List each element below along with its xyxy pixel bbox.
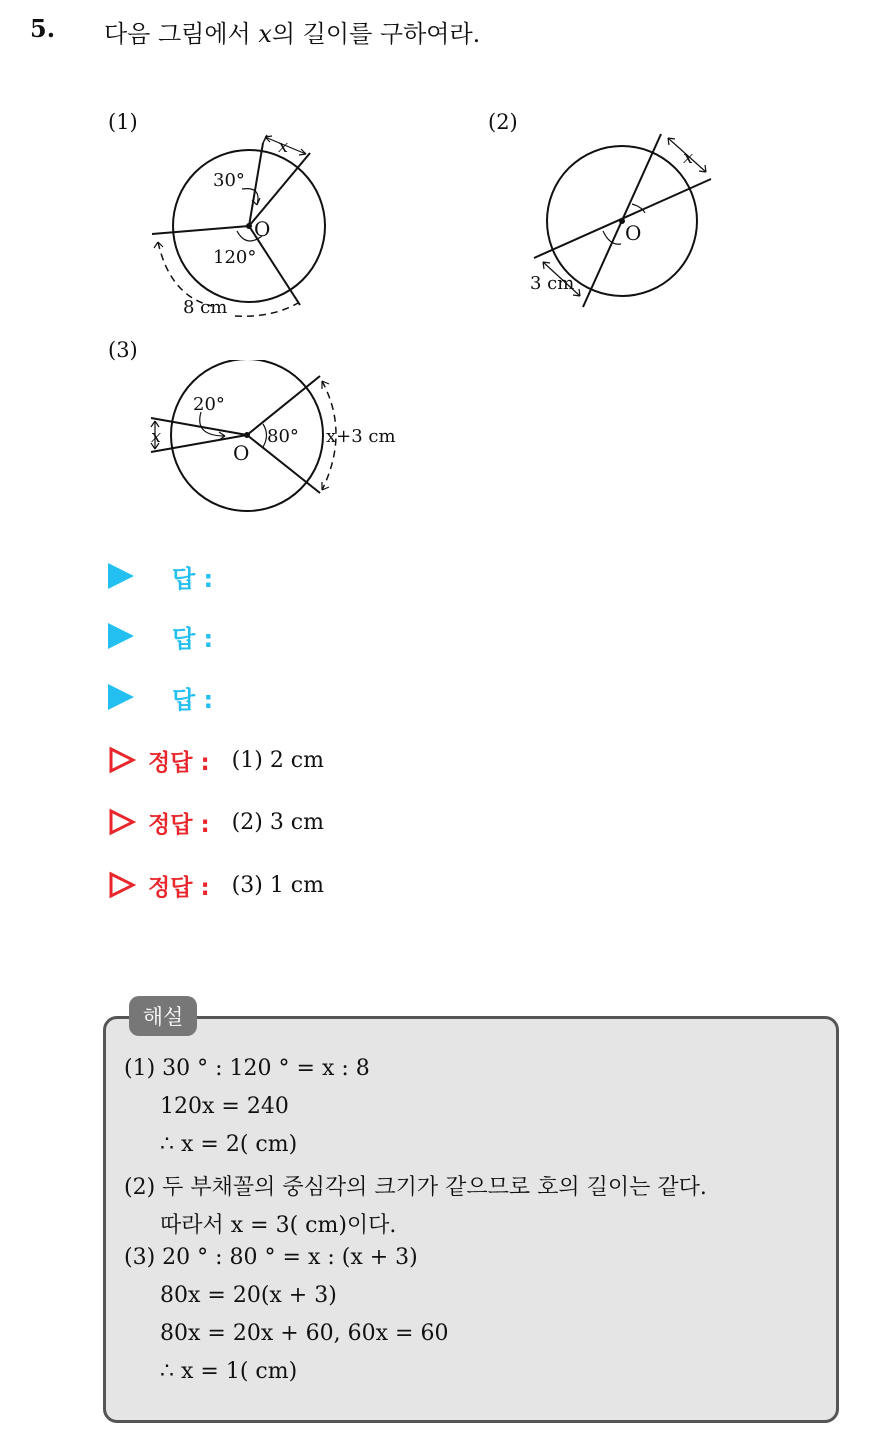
figure-2-arc-3cm: 3 cm — [530, 273, 575, 294]
solution-row-1 — [108, 742, 324, 778]
figure-1-arc-large: 8 cm — [183, 297, 228, 318]
outline-triangle-icon — [108, 871, 136, 899]
figure-2-label: (2) — [488, 110, 518, 134]
explanation-line: 80x = 20(x + 3) — [160, 1283, 337, 1308]
figure-1-diagram — [140, 125, 340, 325]
figure-1-label: (1) — [108, 110, 138, 134]
answer-row-1 — [108, 558, 214, 594]
play-arrow-icon — [108, 684, 134, 710]
figure-2-center-label: O — [625, 221, 642, 245]
figure-3-arc-large: x+3 cm — [326, 426, 396, 447]
solution-row-3 — [108, 867, 324, 903]
play-arrow-icon — [108, 623, 134, 649]
figure-3-angle-small: 20° — [193, 394, 225, 415]
figure-1-center-label: O — [254, 217, 271, 241]
question-number: 5. — [30, 14, 56, 43]
figure-3-angle-large: 80° — [267, 426, 299, 447]
answer-row-3 — [108, 679, 214, 715]
solution-label: 정답 : — [148, 749, 210, 776]
solution-row-2 — [108, 804, 324, 840]
figure-1-angle-small: 30° — [213, 170, 245, 191]
answer-label: 답 : — [172, 564, 214, 593]
explanation-line: (1) 30 ° : 120 ° = x : 8 — [124, 1056, 370, 1081]
figure-3-arc-small: x — [151, 426, 162, 447]
figure-2-diagram — [520, 125, 720, 315]
solution-label: 정답 : — [148, 874, 210, 901]
answer-label: 답 : — [172, 624, 214, 653]
solution-text: (1) 2 cm — [231, 747, 324, 773]
solution-label: 정답 : — [148, 811, 210, 838]
explanation-line: ∴ x = 2( cm) — [160, 1132, 298, 1157]
explanation-line: ∴ x = 1( cm) — [160, 1359, 298, 1384]
figure-1-angle-large: 120° — [213, 247, 257, 268]
outline-triangle-icon — [108, 808, 136, 836]
figure-3-center-label: O — [233, 441, 250, 465]
answer-label: 답 : — [172, 685, 214, 714]
explanation-line: 따라서 x = 3( cm)이다. — [160, 1213, 397, 1238]
explanation-line: (3) 20 ° : 80 ° = x : (x + 3) — [124, 1245, 418, 1270]
figure-1-arc-small: x — [278, 136, 289, 157]
figure-2-arc-x: x — [683, 147, 694, 168]
question-text: 다음 그림에서 x의 길이를 구하여라. — [104, 20, 481, 48]
figure-3-diagram — [145, 360, 410, 520]
answer-row-2 — [108, 618, 214, 654]
explanation-line: (2) 두 부채꼴의 중심각의 크기가 같으므로 호의 길이는 같다. — [124, 1175, 707, 1200]
explanation-line: 80x = 20x + 60, 60x = 60 — [160, 1321, 449, 1346]
figure-3-label: (3) — [108, 338, 138, 362]
play-arrow-icon — [108, 563, 134, 589]
outline-triangle-icon — [108, 746, 136, 774]
solution-text: (3) 1 cm — [231, 872, 324, 898]
explanation-line: 120x = 240 — [160, 1094, 289, 1119]
solution-text: (2) 3 cm — [231, 809, 324, 835]
explanation-title: 해설 — [129, 996, 197, 1036]
